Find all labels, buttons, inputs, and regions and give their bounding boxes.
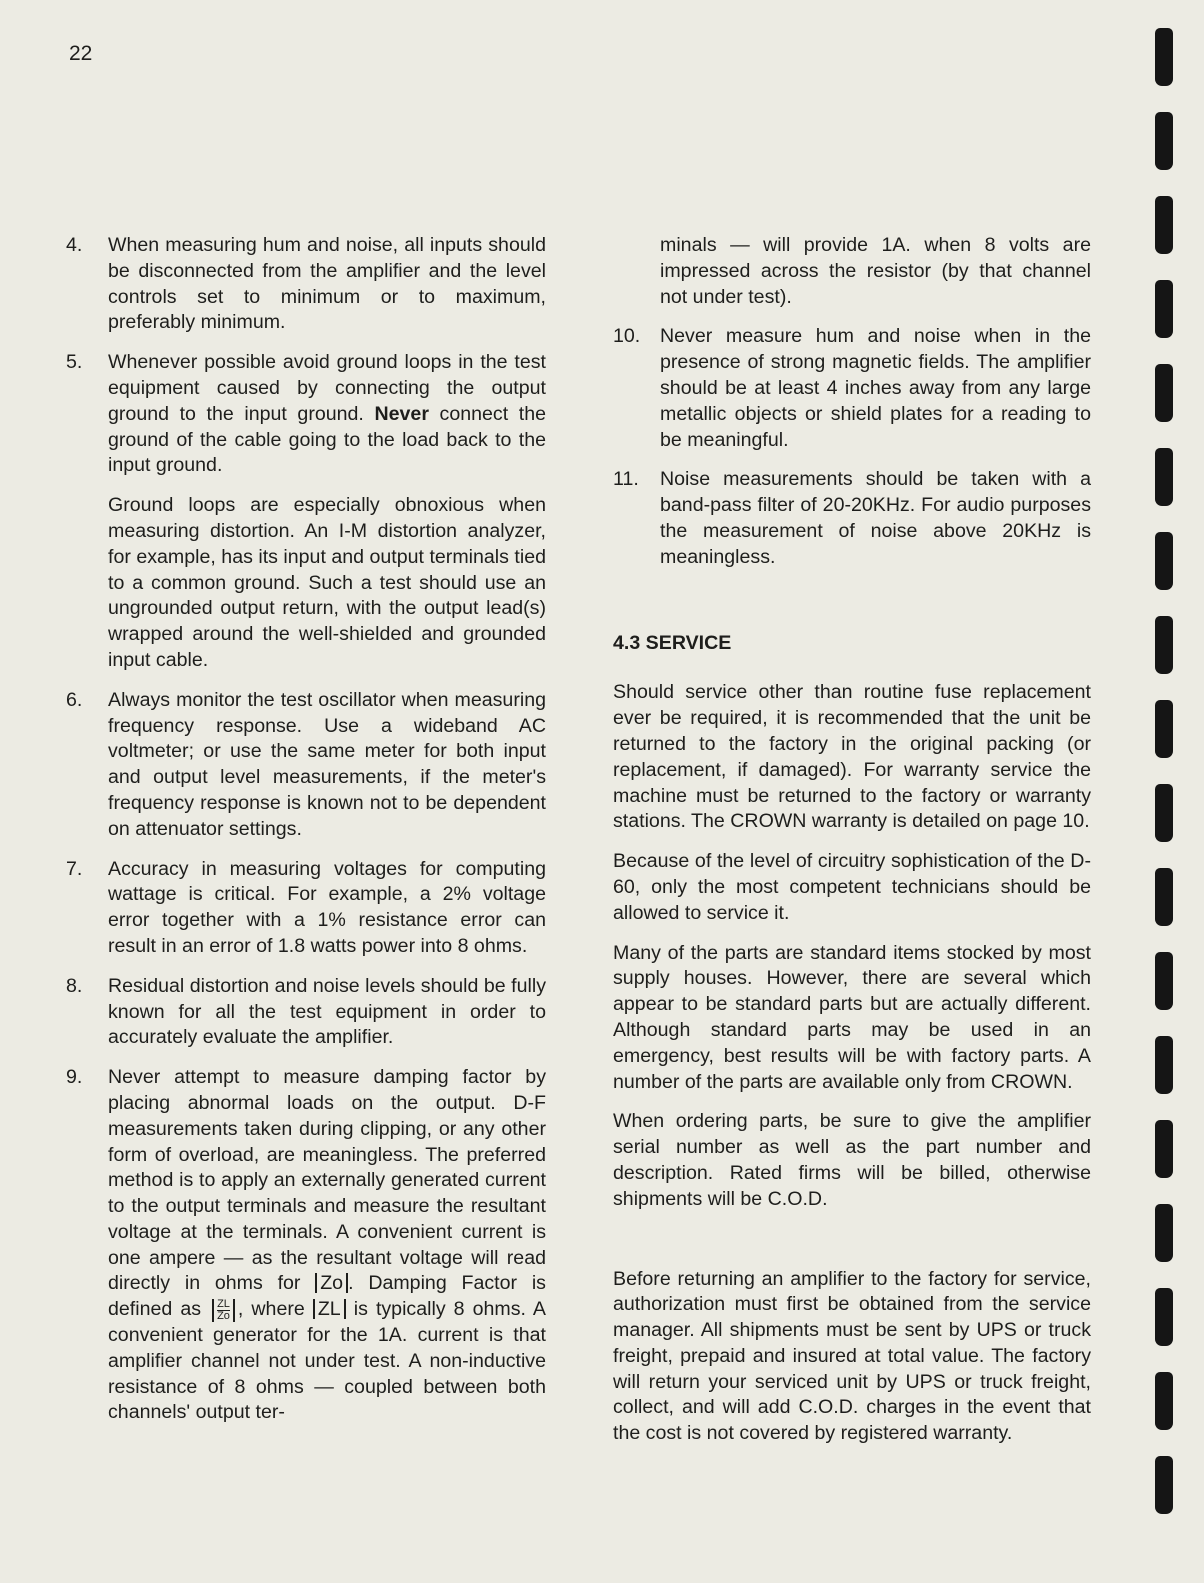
binding-hole <box>1155 1120 1173 1178</box>
binding-hole <box>1155 1288 1173 1346</box>
item-text: Noise measurements should be taken with a band-pass filter of 20-20KHz. For audio purposes the measurement of noise above 20KHz is meaningless. <box>660 468 1091 568</box>
item-text-part: , where <box>237 1298 305 1321</box>
item-number: 4. <box>66 234 83 256</box>
zo-magnitude: Zo <box>315 1273 348 1293</box>
item-text <box>108 350 546 479</box>
binding-hole <box>1155 1204 1173 1262</box>
list-item-10 <box>613 324 1091 453</box>
item-text: Accuracy in measuring voltages for computing wattage is critical. For example, a 2% voltage error together with a 1% resistance error can result in an error of 1.8 watts power into 8 ohms. <box>108 857 546 957</box>
item-text: Always monitor the test oscillator when measuring frequency response. Use a wideband AC voltmeter; or use the same meter for both input and output level measurements, if the meter's frequency response is known not to be dependent on attenuator settings. <box>108 688 546 840</box>
item-text-part: Whenever possible avoid ground loops in the test equipment caused by connecting the output ground to the input ground. <box>108 351 546 425</box>
item-text: Never measure hum and noise when in the presence of strong magnetic fields. The amplifier should be at least 4 inches away from any large metallic objects or shield plates for a reading to be meaningful. <box>660 325 1091 451</box>
item-text <box>108 1065 546 1426</box>
item-paragraph: Ground loops are especially obnoxious when measuring distortion. An I-M distortion analyzer, for example, has its input and output terminals tied to a common ground. Such a test should use an ungrounded output return, with the output lead(s) wrapped around the well-shielded and grounded input cable. <box>108 494 546 671</box>
list-item-4 <box>66 233 546 336</box>
binding-hole <box>1155 616 1173 674</box>
service-paragraph: Because of the level of circuitry sophistication of the D-60, only the most competent technicians should be allowed to service it. <box>613 850 1091 924</box>
service-paragraph: Should service other than routine fuse replacement ever be required, it is recommended that the unit be returned to the factory in the original packing (or replacement, if damaged). For warranty service the machine must be returned to the factory or warranty stations. The CROWN warranty is detailed on page 10. <box>613 681 1091 833</box>
emphasis-never: Never <box>374 402 429 425</box>
list-item-5 <box>66 350 546 674</box>
item-text-part: connect the ground of the cable going to the load back to the input ground. <box>108 402 546 477</box>
list-item-8 <box>66 974 546 1051</box>
binding-hole <box>1155 784 1173 842</box>
service-paragraph: Before returning an amplifier to the factory for service, authorization must first be obtained from the service manager. All shipments must be sent by UPS or truck freight, prepaid and insured at total value. The factory will return your serviced unit by UPS or truck freight, collect, and will add C.O.D. charges in the event that the cost is not covered by registered warranty. <box>613 1267 1091 1445</box>
item-number: 10. <box>613 325 641 348</box>
binding-hole <box>1155 952 1173 1010</box>
service-paragraph: When ordering parts, be sure to give the amplifier serial number as well as the part number and description. Rated firms will be billed, otherwise shipments will be C.O.D. <box>613 1110 1091 1210</box>
item-number: 6. <box>66 688 83 711</box>
item-number: 11. <box>613 468 639 491</box>
service-paragraph: Many of the parts are standard items stocked by most supply houses. However, there are several which appear to be standard parts but are actually different. Although standard parts may be used in an emergency, best results will be with factory parts. A number of the parts are available only from CROWN. <box>613 941 1091 1093</box>
binding-hole <box>1155 1456 1173 1514</box>
list-item-11 <box>613 467 1091 570</box>
item-number: 9. <box>66 1066 83 1089</box>
binding-hole <box>1155 700 1173 758</box>
page-number: 22 <box>69 42 93 65</box>
item-number: 8. <box>66 974 83 997</box>
item-number: 5. <box>66 351 83 374</box>
list-item-7 <box>66 857 546 960</box>
section-heading: 4.3 SERVICE <box>613 631 732 654</box>
item-text: Residual distortion and noise levels should be fully known for all the test equipment in order to accurately evaluate the amplifier. <box>108 974 546 1049</box>
right-column <box>613 233 1091 1461</box>
binding-hole <box>1155 280 1173 338</box>
binding-hole <box>1155 28 1173 86</box>
item-text-part: . Damping Factor is defined as <box>108 1272 546 1321</box>
binding-hole <box>1155 1036 1173 1094</box>
binding-hole <box>1155 364 1173 422</box>
list-item-9 <box>66 1065 546 1426</box>
damping-factor-fraction <box>212 1299 235 1322</box>
item-number: 7. <box>66 857 83 880</box>
binding-hole <box>1155 112 1173 170</box>
fraction-denominator: Zo <box>217 1309 230 1322</box>
binding-hole <box>1155 196 1173 254</box>
binding-hole <box>1155 1372 1173 1430</box>
fraction-numerator: ZL <box>217 1297 230 1310</box>
binding-holes <box>1155 28 1177 1578</box>
binding-hole <box>1155 448 1173 506</box>
item-9-continuation: minals — will provide 1A. when 8 volts are impressed across the resistor (by that channel not under test). <box>660 234 1091 308</box>
zl-magnitude: ZL <box>313 1299 346 1319</box>
list-item-6 <box>66 688 546 843</box>
binding-hole <box>1155 868 1173 926</box>
item-text-part: Never attempt to measure damping factor by placing abnormal loads on the output. D-F measurements taken during clipping, or any other form of overload, are meaningless. The preferred method is to apply an externally generated current to the output terminals and measure the resultant voltage at the terminals. A convenient current is one ampere — as the resultant voltage will read directly in ohms for <box>108 1066 546 1295</box>
binding-hole <box>1155 532 1173 590</box>
left-column <box>66 233 546 1440</box>
item-text-part: is typically 8 ohms. A convenient generator for the 1A. current is that amplifier channel not under test. A non-inductive resistance of 8 ohms — coupled between both channels' output ter- <box>108 1298 546 1424</box>
item-text: When measuring hum and noise, all inputs should be disconnected from the amplifier and the level controls set to minimum or to maximum, preferably minimum. <box>108 234 546 334</box>
